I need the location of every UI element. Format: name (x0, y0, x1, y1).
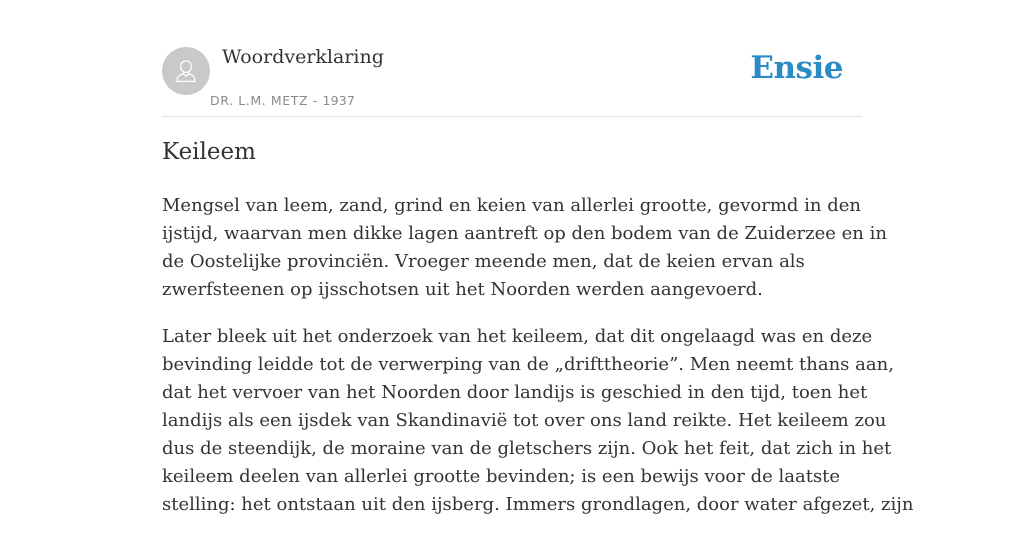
paragraph-line: zwerfsteenen op ijsschotsen uit het Noorden werden aangevoerd. (162, 279, 763, 300)
paragraph-line: keileem deelen van allerlei grootte bevinden; is een bewijs voor de laatste (162, 466, 841, 487)
paragraph-line: Later bleek uit het onderzoek van het keileem, dat dit ongelaagd was en deze (162, 326, 873, 347)
user-silhouette-icon (171, 56, 201, 86)
byline-separator: - (312, 93, 318, 108)
paragraph-line: Mengsel van leem, zand, grind en keien van allerlei grootte, gevormd in den (162, 195, 862, 216)
paragraph-line: bevinding leidde tot de verwerping van de „drifttheorie”. Men neemt thans aan, (162, 354, 894, 375)
author-name[interactable]: DR. L.M. METZ (210, 93, 309, 108)
source-title[interactable]: Woordverklaring (222, 46, 384, 68)
article-page (162, 0, 914, 515)
paragraph-line: dat het vervoer van het Noorden door landijs is geschied in den tijd, toen het (162, 382, 868, 403)
author-avatar[interactable] (162, 47, 210, 95)
paragraph-line: stelling: het ontstaan uit den ijsberg. Immers grondlagen, door water afgezet, zijn (162, 494, 914, 515)
entry-body (162, 192, 914, 538)
paragraph-line: ijstijd, waarvan men dikke lagen aantreft op den bodem van de Zuiderzee en in (162, 223, 887, 244)
ensie-logo-link[interactable]: Ensie (750, 50, 843, 86)
paragraph-line: dus de steendijk, de moraine van de gletschers zijn. Ook het feit, dat zich in het (162, 438, 892, 459)
paragraph-line: de Oostelijke provinciën. Vroeger meende men, dat de keien ervan als (162, 251, 805, 272)
entry-title: Keileem (162, 139, 256, 165)
author-byline (210, 93, 355, 108)
entry-paragraph (162, 323, 914, 519)
source-header (162, 0, 862, 117)
publication-year: 1937 (322, 93, 356, 108)
paragraph-line: landijs als een ijsdek van Skandinavië tot over ons land reikte. Het keileem zou (162, 410, 887, 431)
entry-paragraph (162, 192, 887, 304)
